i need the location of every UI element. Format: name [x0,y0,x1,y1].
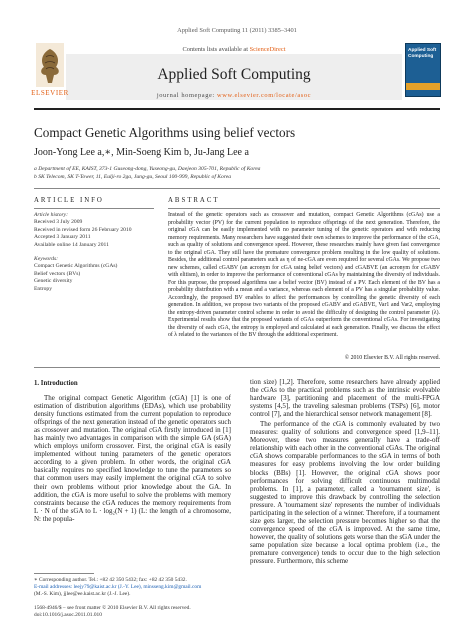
issn-line: 1568-4946/$ – see front matter © 2010 Elsevier B.V. All rights reserved. [34,605,191,611]
footnote-email-cont: (M.-S. Kim), jjlee@ee.kaist.ac.kr (J.-J. Lee). [34,591,131,597]
abstract-rule [168,208,440,209]
abstract-text: Instead of the genetic operators such as crossover and mutation, compact Genetic Algorithms (cGAs) use a probability vector (PV) for the current population to reproduce offsprings of the next generation. Therefore, the original cGA can be easily implemented with no parameter tuning of the genetic operators and with reducing memory requirements. Many researchers have suggested their own schemes to improve the performance of the cGA, such as quality of solutions and convergence speed. However, these researches mainly have given fast convergence to the original cGA. They still have the premature convergence problem resulting in the low quality of solutions. Besides, the additional control parameters such as η of ne-cGA are even required for several cGAs. We propose two new schemes, called cGABV (an acronym for cGA using belief vectors) and cGABVE (an acronym for cGABV with elitism), in order to improve the performance of conventional cGAs by maintaining the diversity of individuals. For this purpose, the proposed algorithms use a belief vector (BV) instead of a PV. Each element of the BV has a probability distribution with a mean and a variance, whereas each element of a PV has a singular probability value. Accordingly, the proposed BV enables to affect the performances by controlling the genetic diversity of each generation. In addition, we propose two variants of the proposed cGABV and cGABVE, Var1 and Var2, employing the entropy-driven parameter control scheme in order to avoid the difficulty of designing the control parameter (λ). Experimental results show that the proposed variants of cGAs outperform the conventional cGAs. For investigating the diversity of each cGA, the entropy is employed and calculated at each generation. Finally, we discuss the effect of λ related to the variances of the BV through the additional experiment. [168,212,440,338]
affiliation-a: a Department of EE, KAIST, 373-1 Guseong-dong, Yuseong-gu, Daejeon 305-701, Republic of Korea [34,166,261,172]
article-history [34,212,154,249]
footnote-email[interactable]: E-mail addresses: leejy79@kaist.ac.kr (J.-Y. Lee), minsseng.kim@gmail.com [34,584,202,590]
abstract-divider [34,367,440,368]
history-online: Available online 14 January 2011 [34,241,109,248]
doi-line[interactable]: doi:10.1016/j.asoc.2011.01.010 [34,612,102,618]
abstract-copyright: © 2010 Elsevier B.V. All rights reserved. [344,355,440,361]
history-received: Received 3 July 2009 [34,219,83,226]
keyword-item: Compact Genetic Algorithms (cGAs) [34,263,118,270]
journal-cover-thumbnail[interactable] [405,43,441,97]
paragraph: The original compact Genetic Algorithm (cGA) [1] is one of estimation of distribution algorithms (EDAs), which use probability density functions estimated from the current population to reproduce offsprings of the next generation instead of the genetic operators such as crossover and mutation. The original cGA firstly introduced in [1] has mainly two advantages in comparison with the simple GA (sGA) which employs uniform crossover. First, the original cGA is easily implemented without tuning parameters of the genetic operators according to a given problem. In other words, the original cGA basically requires no specified knowledge to tune the parameters so that common users may easily implement the original cGA to solve their own problems without prior knowledge about the GA. In addition, the cGA is more useful to solve the problems with memory constraints because the cGA reduces the memory requirements from L · N of the sGA to L · log₂(N + 1) (L: the length of a chromosome, N: the popula- [34,394,231,523]
publisher-name: ELSEVIER [31,89,69,97]
paragraph: The performance of the cGA is commonly evaluated by two measures: quality of solutions and convergence speed [1,9–11]. Moreover, these two measures generally have a trade-off relationship with each other in the conventional cGAs. The original cGA shows comparable performances to the sGA in terms of both measures for easy problems involving the low order building blocks (BBs) [1]. However, the original cGA shows poor performances for solving difficult continuous multimodal problems. In [1], a parameter, called a 'tournament size', is suggested to improve this drawback by controlling the selection pressure. A 'tournament size' represents the number of individuals participating in the selection of a winner. Therefore, if a tournament size gets larger, the selection pressure becomes higher so that the convergence speed of the cGA is improved. At the same time, however, the quality of solutions gets worse than the sGA under the same population size because a local optima problem (i.e., the premature convergence) tends to occur due to the high selection pressure. Furthermore, this scheme [250,420,440,566]
cover-title: Applied Soft Computing [408,48,437,59]
keywords-label: Keywords: [34,256,59,262]
affiliation-b: b SK Telecom, SK T-Tower, 11, Eulji-ro 2ga, Jung-gu, Seoul 100-999, Republic of Korea [34,174,232,180]
homepage-link[interactable]: www.elsevier.com/locate/asoc [217,92,312,99]
history-label: Article history: [34,212,69,218]
elsevier-tree-logo [36,43,64,87]
keywords [34,256,154,293]
journal-homepage [66,92,402,99]
paragraph: tion size) [1,2]. Therefore, some researchers have already applied the cGAs to the practical problems such as the intrinsic evolvable hardware [3], partitioning and placement of the multi-FPGA systems [4,5], the traveling salesman problems (TSPs) [6], motor control [7], and the hierarchical sensor network management [8]. [250,378,440,419]
article-info-heading: ARTICLE INFO [34,197,104,204]
keyword-item: Entropy [34,285,53,292]
body-column-left [34,394,231,523]
journal-citation: Applied Soft Computing 11 (2011) 3385–3401 [177,27,297,34]
keyword-item: Belief vectors (BVs) [34,270,81,277]
contents-prefix: Contents lists available at [182,46,250,53]
keyword-item: Genetic diversity [34,278,73,285]
footnote-rule [34,573,94,574]
abstract-heading: ABSTRACT [168,197,220,204]
journal-title: Applied Soft Computing [157,66,311,83]
article-title: Compact Genetic Algorithms using belief vectors [34,125,296,140]
footnotes [34,577,231,598]
title-divider [34,188,440,189]
header-rule [34,108,440,110]
contents-line [66,46,402,53]
homepage-prefix: journal homepage: [156,92,218,99]
body-column-right [250,378,440,565]
author-list: Joon-Yong Lee a,∗, Min-Soeng Kim b, Ju-Jang Lee a [34,147,249,158]
history-accepted: Accepted 3 January 2011 [34,234,91,241]
issn-block [34,605,231,619]
article-info-rule [34,208,154,209]
history-revised: Received in revised form 26 February 2010 [34,226,132,233]
cover-band [406,83,440,90]
section-heading-introduction: 1. Introduction [34,380,78,387]
sciencedirect-link[interactable]: ScienceDirect [249,46,286,53]
footnote-corresponding: ∗ Corresponding author. Tel.: +82 42 350 5432; fax: +82 42 350 5432. [34,577,187,583]
